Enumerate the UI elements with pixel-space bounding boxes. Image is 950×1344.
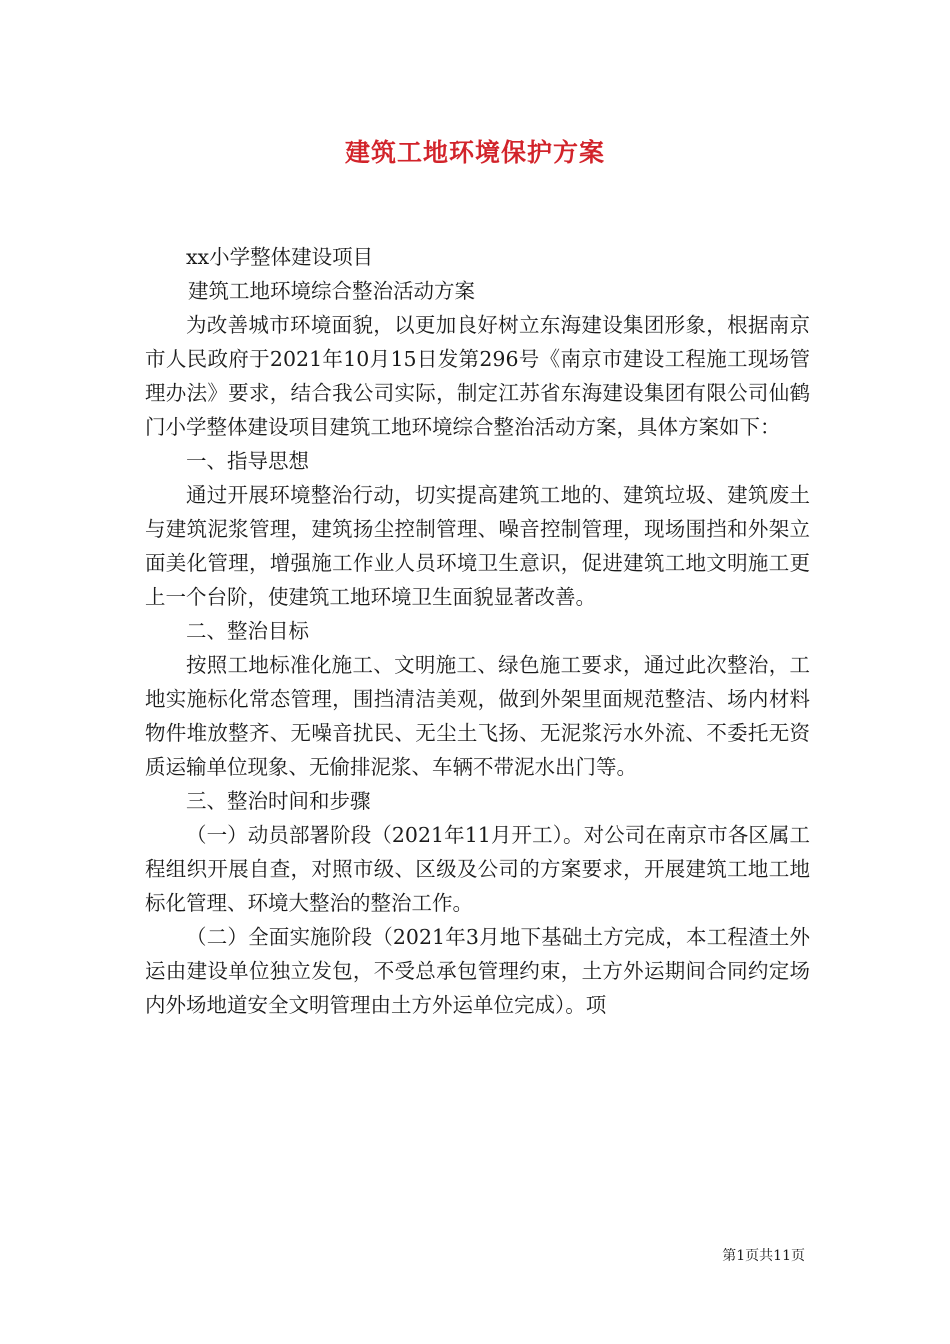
heading-goals: 二、整治目标 xyxy=(186,619,309,643)
paragraph-project-name: xx小学整体建设项目 xyxy=(186,245,374,269)
paragraph-goals: 按照工地标准化施工、文明施工、绿色施工要求，通过此次整治，工地实施标化常态管理，围挡清洁美观，做到外架里面规范整洁、场内材料物件堆放整齐、无噪音扰民、无尘土飞扬、无泥浆污水外流、不委托无资质运输单位现象、无偷排泥浆、车辆不带泥水出门等。 xyxy=(145,653,810,779)
heading-guiding-ideology: 一、指导思想 xyxy=(186,449,309,473)
paragraph-guiding-ideology: 通过开展环境整治行动，切实提高建筑工地的、建筑垃圾、建筑废土与建筑泥浆管理，建筑扬尘控制管理、噪音控制管理，现场围挡和外架立面美化管理，增强施工作业人员环境卫生意识，促进建筑工地文明施工更上一个台阶，使建筑工地环境卫生面貌显著改善。 xyxy=(145,483,810,609)
document-body xyxy=(145,240,810,1022)
paragraph-plan-name: 建筑工地环境综合整治活动方案 xyxy=(188,279,476,303)
paragraph-step-two: （二）全面实施阶段（2021年3月地下基础土方完成，本工程渣土外运由建设单位独立发包，不受总承包管理约束，土方外运期间合同约定场内外场地道安全文明管理由土方外运单位完成）。项 xyxy=(145,925,810,1017)
paragraph-step-one: （一）动员部署阶段（2021年11月开工）。对公司在南京市各区属工程组织开展自查，对照市级、区级及公司的方案要求，开展建筑工地工地标化管理、环境大整治的整治工作。 xyxy=(145,823,810,915)
page-number: 第1页共11页 xyxy=(722,1248,805,1264)
document-title: 建筑工地环境保护方案 xyxy=(344,138,605,167)
heading-time-steps: 三、整治时间和步骤 xyxy=(186,789,371,813)
paragraph-intro: 为改善城市环境面貌，以更加良好树立东海建设集团形象，根据南京市人民政府于2021年10月15日发第296号《南京市建设工程施工现场管理办法》要求，结合我公司实际，制定江苏省东海建设集团有限公司仙鹤门小学整体建设项目建筑工地环境综合整治活动方案，具体方案如下： xyxy=(145,313,810,439)
